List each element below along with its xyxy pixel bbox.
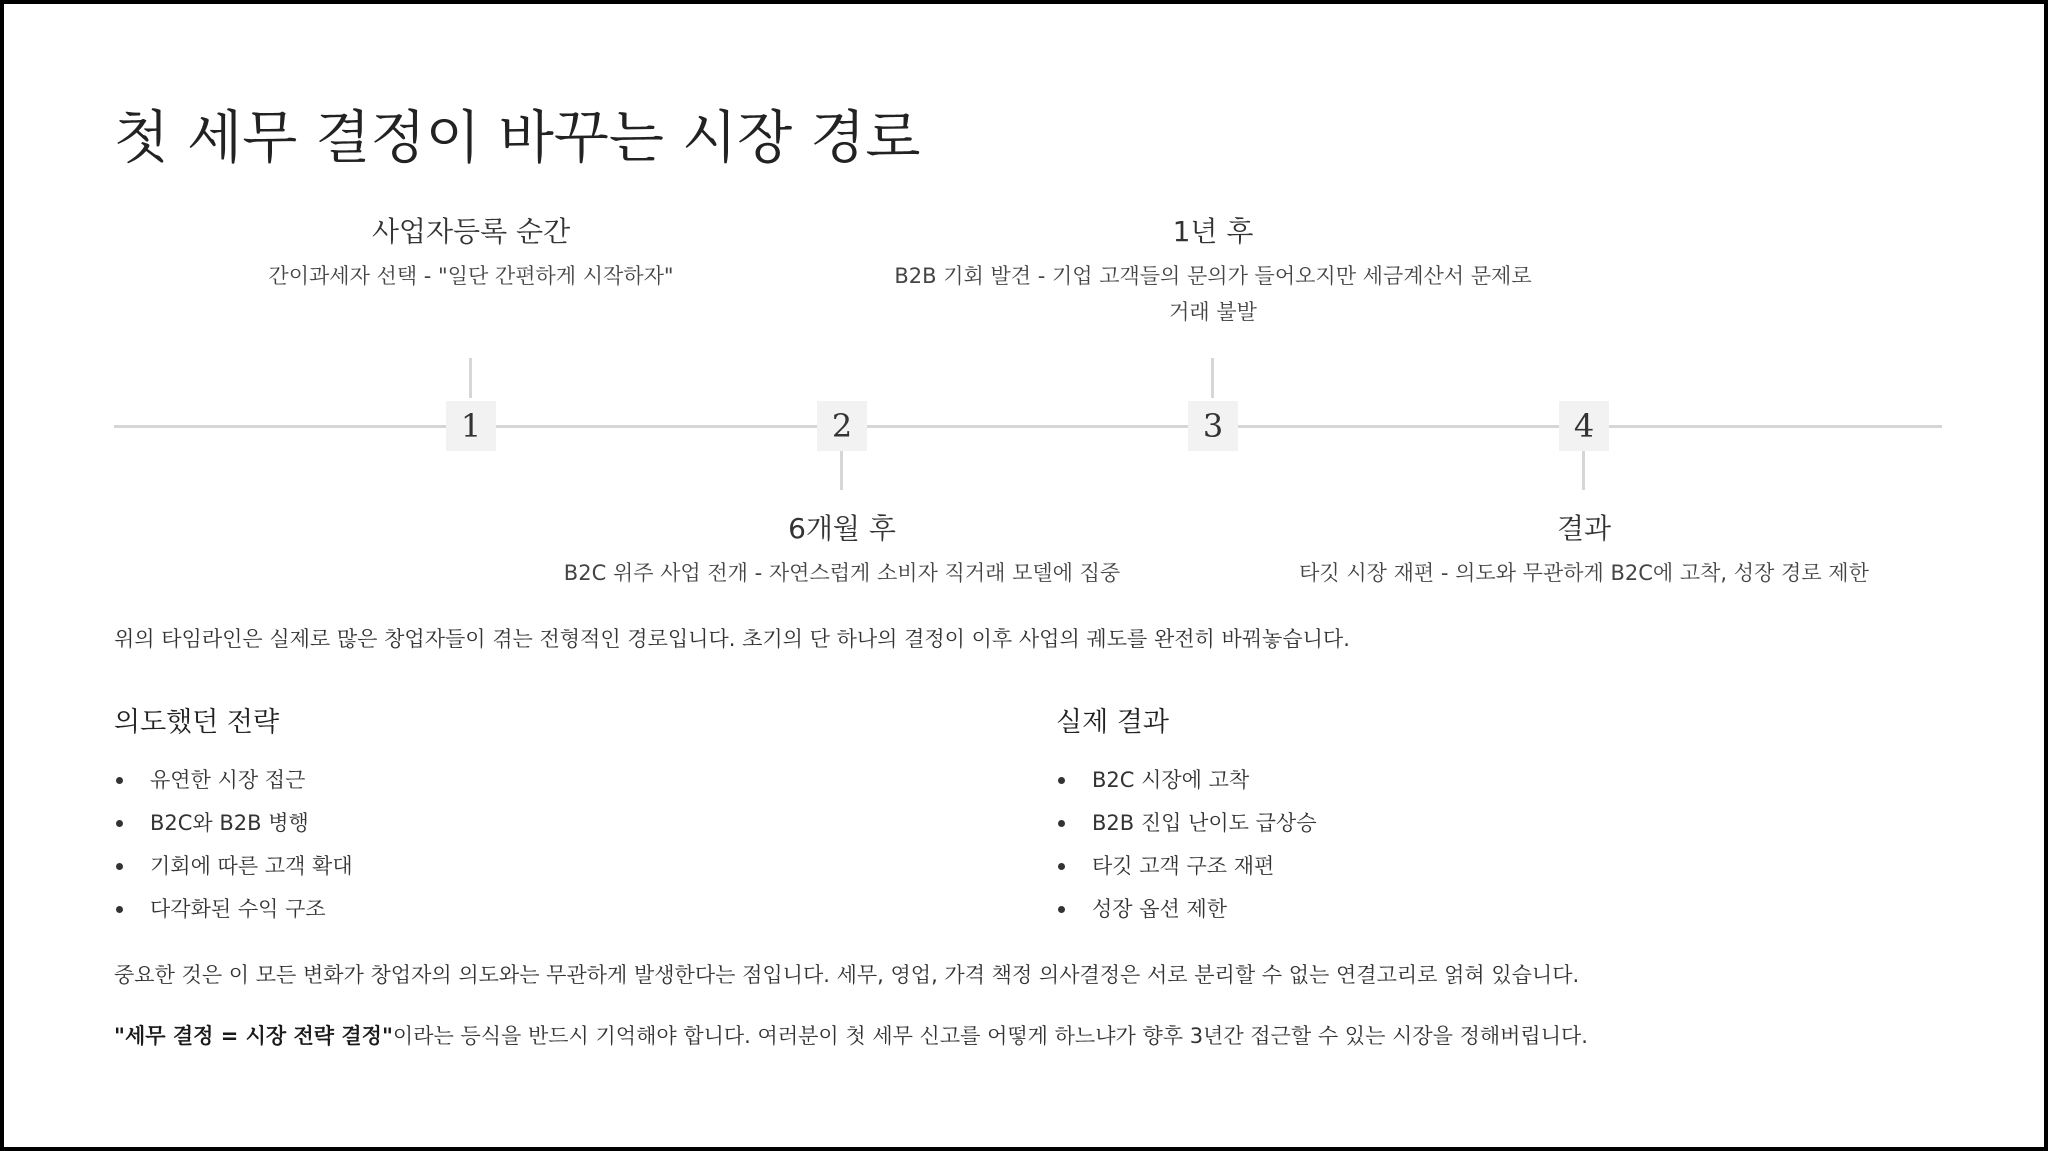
timeline-marker-4: 4 — [1559, 401, 1609, 451]
timeline-marker-1: 1 — [446, 401, 496, 451]
list-item — [114, 845, 353, 888]
list-item — [1056, 845, 1317, 888]
timeline-event-2 — [492, 509, 1192, 591]
intended-strategy-heading: 의도했던 전략 — [114, 707, 280, 738]
event-4-connector — [1582, 450, 1585, 490]
timeline — [4, 4, 2048, 604]
event-2-title: 6개월 후 — [788, 512, 896, 545]
list-item-text: 기회에 따른 고객 확대 — [150, 854, 353, 878]
event-2-connector — [840, 450, 843, 490]
bullet-icon — [116, 863, 123, 870]
event-4-title: 결과 — [1556, 512, 1612, 545]
conclusion-text: 이라는 등식을 반드시 기억해야 합니다. 여러분이 첫 세무 신고를 어떻게 하느냐가 향후 3년간 접근할 수 있는 시장을 정해버립니다. — [392, 1024, 1588, 1048]
list-item — [1056, 888, 1317, 931]
event-4-desc: 타깃 시장 재편 - 의도와 무관하게 B2C에 고착, 성장 경로 제한 — [1299, 561, 1869, 585]
intended-strategy-column — [114, 701, 353, 931]
list-item-text: 타깃 고객 구조 재편 — [1092, 854, 1275, 878]
intro-paragraph: 위의 타임라인은 실제로 많은 창업자들이 겪는 전형적인 경로입니다. 초기의 단 하나의 결정이 이후 사업의 궤도를 완전히 바꿔놓습니다. — [114, 627, 1350, 651]
event-3-title: 1년 후 — [1172, 215, 1254, 248]
actual-result-column — [1056, 701, 1317, 931]
actual-result-heading: 실제 결과 — [1056, 707, 1169, 738]
timeline-marker-3: 3 — [1188, 401, 1238, 451]
list-item — [1056, 759, 1317, 802]
bullet-icon — [116, 820, 123, 827]
event-1-connector — [469, 358, 472, 398]
list-item-text: 성장 옵션 제한 — [1092, 897, 1228, 921]
conclusion-paragraph — [114, 1019, 1588, 1053]
timeline-event-4 — [1234, 509, 1934, 591]
event-1-desc: 간이과세자 선택 - "일단 간편하게 시작하자" — [268, 264, 674, 288]
page-title: 첫 세무 결정이 바꾸는 시장 경로 — [114, 105, 921, 171]
event-3-desc: B2B 기회 발견 - 기업 고객들의 문의가 들어오지만 세금계산서 문제로 거래 불발 — [894, 264, 1532, 324]
conclusion-emphasis: "세무 결정 = 시장 전략 결정" — [114, 1024, 393, 1048]
bullet-icon — [1058, 906, 1065, 913]
timeline-event-1 — [121, 212, 821, 294]
bullet-icon — [1058, 820, 1065, 827]
intended-strategy-list — [114, 759, 353, 931]
event-1-title: 사업자등록 순간 — [371, 215, 571, 248]
list-item — [1056, 802, 1317, 845]
list-item-text: 유연한 시장 접근 — [150, 768, 306, 792]
event-2-desc: B2C 위주 사업 전개 - 자연스럽게 소비자 직거래 모델에 집중 — [563, 561, 1121, 585]
bullet-icon — [1058, 863, 1065, 870]
timeline-axis — [114, 425, 1942, 428]
list-item-text: B2C와 B2B 병행 — [150, 811, 309, 835]
timeline-marker-2: 2 — [817, 401, 867, 451]
list-item — [114, 802, 353, 845]
event-3-connector — [1211, 358, 1214, 398]
list-item — [114, 759, 353, 802]
actual-result-list — [1056, 759, 1317, 931]
list-item-text: B2C 시장에 고착 — [1092, 768, 1250, 792]
timeline-event-3 — [863, 212, 1563, 330]
bullet-icon — [116, 906, 123, 913]
list-item — [114, 888, 353, 931]
bullet-icon — [116, 777, 123, 784]
bullet-icon — [1058, 777, 1065, 784]
list-item-text: B2B 진입 난이도 급상승 — [1092, 811, 1317, 835]
note-paragraph: 중요한 것은 이 모든 변화가 창업자의 의도와는 무관하게 발생한다는 점입니다. 세무, 영업, 가격 책정 의사결정은 서로 분리할 수 없는 연결고리로 얽혀 있습니다. — [114, 963, 1580, 987]
list-item-text: 다각화된 수익 구조 — [150, 897, 326, 921]
